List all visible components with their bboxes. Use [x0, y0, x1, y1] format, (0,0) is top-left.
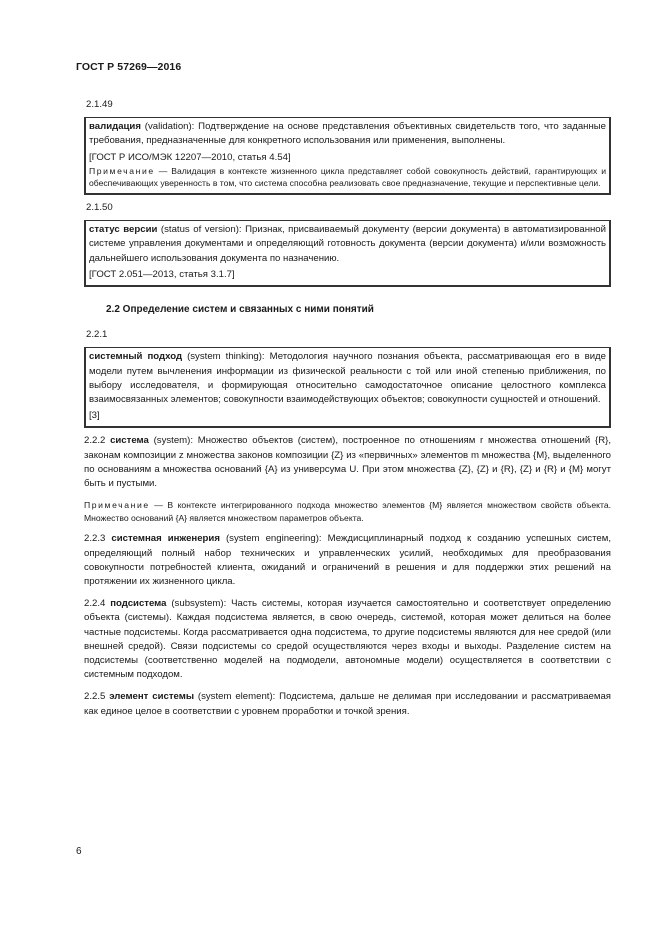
- document-body: [84, 98, 611, 727]
- entry-number: 2.2.1: [86, 329, 108, 341]
- term-name: валидация: [89, 121, 141, 133]
- definition-text: (validation): Подтверждение на основе представления объективных свидетельств того, что заданные требования, предназначенные для конкретного использования или применения, выполнены.: [89, 121, 606, 147]
- term-name: система: [110, 435, 149, 447]
- term-source: [ГОСТ 2.051—2013, статья 3.1.7]: [89, 268, 235, 280]
- note-label: Примечание: [89, 165, 155, 176]
- paragraph-text: (system): Множество объектов (систем), построенное по отношениям r множества отношений {R}, законам композиции z множества законов композиции {Z} из «первичных» элементов m множества {M}, выделенного по основаниям a множества оснований {A} из универсума U. При этом множества {Z}, {Z} и {R}, {Z} и {R} и {M} могут быть и пустыми.: [84, 435, 611, 490]
- paragraph-text: (system engineering): Междисциплинарный подход к созданию успешных систем, определяющий полный набор технических и управленческих усилий, необходимых для преобразования совокупности потребностей клиента, ожиданий и ограничений в решения и для поддержки этих решений на протяжении их жизненного цикла.: [84, 533, 611, 588]
- paragraph-system: [84, 434, 611, 491]
- term-name: статус версии: [89, 224, 158, 236]
- term-name: системный подход: [89, 351, 183, 363]
- term-name: элемент системы: [109, 691, 195, 703]
- definition-text: (status of version): Признак, присваиваемый документу (версии документа) в автоматизированной системе управления документами и определяющий готовность документа (версии документа) и/или возможность дальнейшего использования документа по назначению.: [89, 224, 606, 264]
- term-name: системная инженерия: [111, 533, 220, 545]
- paragraph-text: (subsystem): Часть системы, которая изучается самостоятельно и соответствует определению объекта (системы). Каждая подсистема является, в свою очередь, системой, которая может делиться на более частные подсистемы. Когда рассматривается одна подсистема, то другие подсистемы являются для нее средой (или внешней средой). Связи подсистемы со средой осуществляются через входы и выходы. Разделение систем на подсистемы (соответственно моделей на подмодели, автономные модели) осуществляется в соответствии с системным подходом.: [84, 598, 611, 681]
- paragraph-subsystem: [84, 597, 611, 682]
- paragraph-system-element: [84, 690, 611, 718]
- entry-number: 2.1.50: [86, 202, 113, 213]
- entry-number: 2.2.2: [84, 435, 106, 447]
- term-definition: [89, 120, 606, 148]
- term-definition: [89, 223, 606, 266]
- section-title: 2.2 Определение систем и связанных с ними понятий: [106, 304, 374, 316]
- term-definition: [89, 350, 606, 407]
- entry-number: 2.2.5: [84, 691, 106, 703]
- note-label: Примечание: [84, 500, 150, 511]
- term-note: [89, 165, 606, 190]
- term-entry-box: [84, 220, 611, 287]
- term-entry-box: [84, 117, 611, 195]
- paragraph-system-engineering: [84, 532, 611, 589]
- paragraph-text: (system element): Подсистема, дальше не делимая при исследовании и рассматриваемая как единое целое в соответствии с уровнем проработки и точкой зрения.: [84, 691, 611, 717]
- note-text: — Валидация в контексте жизненного цикла представляет собой совокупность действий, гарантирующих и обеспечивающих уверенность в том, что система способна реализовать свое предназначение, текущие и перспективные цели.: [89, 165, 606, 189]
- term-entry-box: [84, 347, 611, 428]
- term-name: подсистема: [110, 598, 167, 610]
- note-text: — В контексте интегрированного подхода множество элементов {M} является множеством свойств объекта. Множество оснований {A} является множеством параметров объекта.: [84, 500, 611, 523]
- term-source: [ГОСТ Р ИСО/МЭК 12207—2010, статья 4.54]: [89, 151, 291, 163]
- document-header: ГОСТ Р 57269—2016: [76, 61, 182, 73]
- definition-text: (system thinking): Методология научного познания объекта, рассматривающая его в виде модели путем вычленения информации из физической реальности с той или иной степенью приближения, по выбору исследователя, и формирующая относительно самодостаточное описание целостного комплекса взаимосвязанных элементов; совокупности взаимодействующих объектов; совокупности сущностей и отношений.: [89, 351, 606, 406]
- paragraph-note: [84, 499, 611, 524]
- entry-number: 2.2.4: [84, 598, 106, 610]
- entry-number: 2.1.49: [86, 99, 113, 110]
- term-source: [3]: [89, 410, 100, 422]
- entry-number: 2.2.3: [84, 533, 106, 545]
- page-number: 6: [76, 846, 82, 857]
